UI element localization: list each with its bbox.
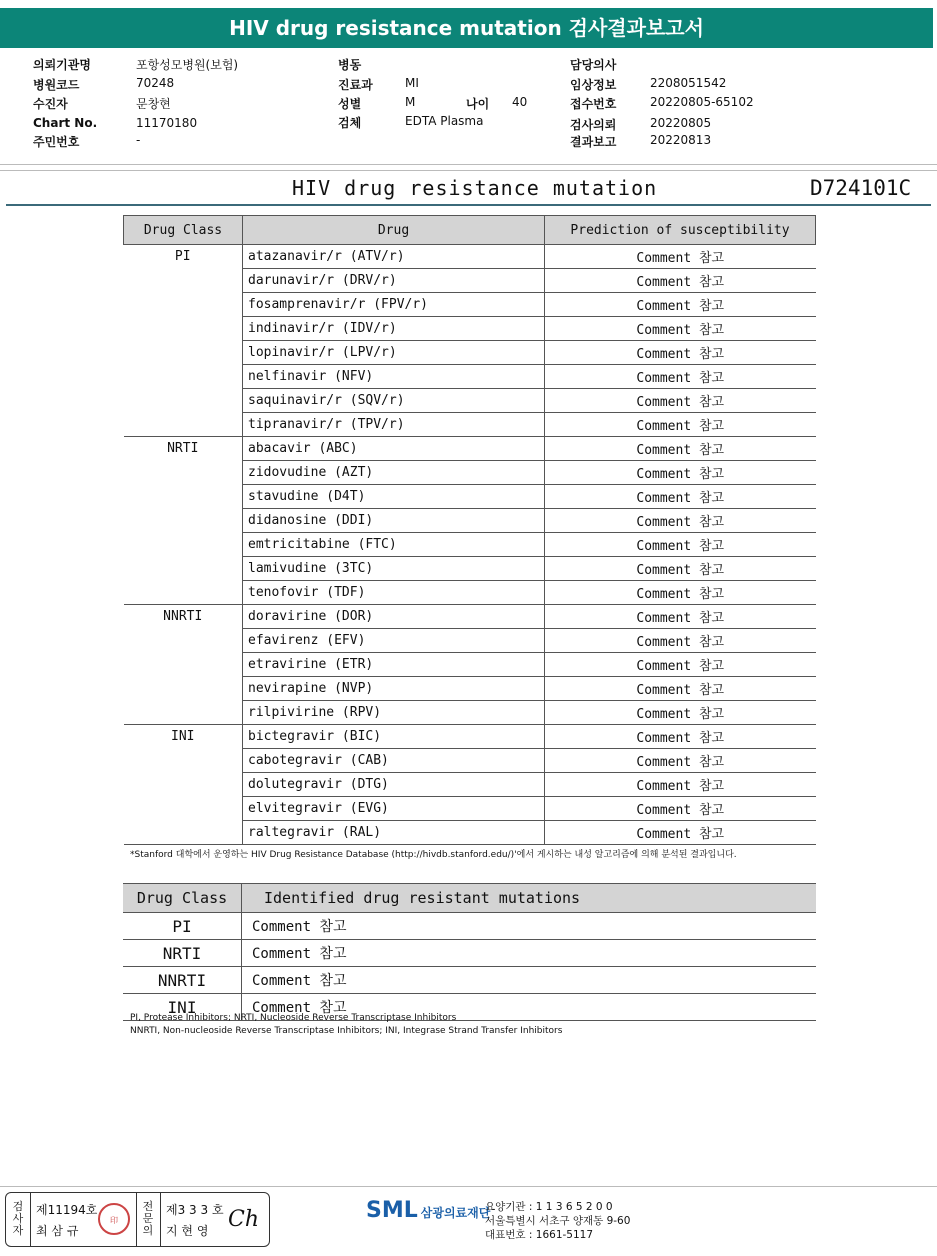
report-title: HIV drug resistance mutation (292, 176, 658, 200)
drug-cell: saquinavir/r (SQV/r) (243, 389, 545, 413)
drug-cell: emtricitabine (FTC) (243, 533, 545, 557)
prediction-cell: Comment 참고 (545, 269, 816, 293)
susceptibility-body (124, 245, 816, 845)
divider (160, 1193, 161, 1246)
requester-label: 의뢰기관명 (33, 58, 91, 72)
phone: 대표번호 : 1661-5117 (485, 1229, 594, 1241)
tester-number: 제11194호 (36, 1203, 98, 1217)
receipt-value: 20220805-65102 (650, 95, 754, 109)
prediction-cell: Comment 참고 (545, 629, 816, 653)
logo-org: 삼광의료재단 (420, 1206, 491, 1220)
prediction-cell: Comment 참고 (545, 245, 816, 269)
drug-class-cell: INI (124, 725, 243, 845)
drug-cell: nevirapine (NVP) (243, 677, 545, 701)
drug-cell: raltegravir (RAL) (243, 821, 545, 845)
prediction-cell: Comment 참고 (545, 389, 816, 413)
table-row (123, 940, 816, 967)
doctor-label: 담당의사 (570, 58, 617, 72)
prediction-cell: Comment 참고 (545, 437, 816, 461)
drug-cell: elvitegravir (EVG) (243, 797, 545, 821)
patient-label: 수진자 (33, 97, 68, 111)
database-note: *Stanford 대학에서 운영하는 HIV Drug Resistance Database (http://hivdb.stanford.edu/)'에서 게시하는 내성 알고리즘에 의해 분석된 결과입니다. (130, 850, 737, 860)
drug-cell: dolutegravir (DTG) (243, 773, 545, 797)
drug-cell: didanosine (DDI) (243, 509, 545, 533)
drug-cell: rilpivirine (RPV) (243, 701, 545, 725)
chart-value: 11170180 (136, 116, 198, 130)
divider (30, 1193, 31, 1246)
susceptibility-table (123, 215, 816, 845)
clinical-value: 2208051542 (650, 76, 727, 90)
test-code: D724101C (810, 176, 912, 200)
specimen-value: EDTA Plasma (405, 114, 484, 128)
table-row (124, 605, 816, 629)
mutation-value: Comment 참고 (242, 940, 817, 967)
drug-cell: darunavir/r (DRV/r) (243, 269, 545, 293)
prediction-cell: Comment 참고 (545, 605, 816, 629)
hospital-code-value: 70248 (136, 76, 175, 90)
receipt-label: 접수번호 (570, 97, 617, 111)
drug-cell: stavudine (D4T) (243, 485, 545, 509)
divider (136, 1193, 137, 1246)
prediction-cell: Comment 참고 (545, 581, 816, 605)
sex-value: M (405, 95, 416, 109)
prediction-cell: Comment 참고 (545, 485, 816, 509)
address: 서울특별시 서초구 양재동 9-60 (485, 1215, 631, 1227)
prediction-cell: Comment 참고 (545, 725, 816, 749)
drug-class-cell: NRTI (124, 437, 243, 605)
col-header-mutations: Identified drug resistant mutations (242, 884, 817, 913)
title-rule (6, 204, 931, 206)
prediction-cell: Comment 참고 (545, 797, 816, 821)
dept-value: MI (405, 76, 419, 90)
prediction-cell: Comment 참고 (545, 821, 816, 845)
tester-label: 검사자 (12, 1200, 24, 1237)
drug-cell: efavirenz (EFV) (243, 629, 545, 653)
drug-cell: tenofovir (TDF) (243, 581, 545, 605)
table-row (124, 437, 816, 461)
prediction-cell: Comment 참고 (545, 413, 816, 437)
mutations-table (123, 883, 816, 1021)
report-banner: HIV drug resistance mutation 검사결과보고서 (0, 8, 933, 48)
signature-box (5, 1192, 270, 1247)
dept-label: 진료과 (338, 78, 373, 92)
clinical-label: 임상정보 (570, 78, 617, 92)
mutation-value: Comment 참고 (242, 994, 817, 1021)
drug-cell: nelfinavir (NFV) (243, 365, 545, 389)
doctor-title-label: 전문의 (142, 1200, 154, 1237)
prediction-cell: Comment 참고 (545, 773, 816, 797)
age-value: 40 (512, 95, 528, 109)
drug-class-cell: NNRTI (124, 605, 243, 725)
doctor-number: 제3 3 3 호 (166, 1203, 224, 1217)
ward-label: 병동 (338, 58, 362, 72)
mutation-value: Comment 참고 (242, 967, 817, 994)
chart-label: Chart No. (33, 116, 98, 130)
drug-cell: bictegravir (BIC) (243, 725, 545, 749)
prediction-cell: Comment 참고 (545, 365, 816, 389)
mutation-class: NRTI (123, 940, 242, 967)
prediction-cell: Comment 참고 (545, 701, 816, 725)
footer-divider (0, 1186, 937, 1187)
id-value: - (136, 133, 141, 147)
institution-code: 요양기관 : 1 1 3 6 5 2 0 0 (485, 1201, 613, 1213)
doctor-name: 지 현 영 (166, 1224, 209, 1238)
sex-label: 성별 (338, 97, 362, 111)
drug-cell: etravirine (ETR) (243, 653, 545, 677)
hospital-code-label: 병원코드 (33, 78, 80, 92)
abbreviation-line: NNRTI, Non-nucleoside Reverse Transcriptase Inhibitors; INI, Integrase Strand Transfer Inhibitors (130, 1026, 563, 1036)
drug-cell: lamivudine (3TC) (243, 557, 545, 581)
drug-cell: atazanavir/r (ATV/r) (243, 245, 545, 269)
table-row (124, 245, 816, 269)
patient-value: 문창현 (136, 97, 171, 111)
report-date-value: 20220813 (650, 133, 712, 147)
drug-cell: tipranavir/r (TPV/r) (243, 413, 545, 437)
age-label: 나이 (466, 97, 490, 111)
prediction-cell: Comment 참고 (545, 317, 816, 341)
drug-cell: fosamprenavir/r (FPV/r) (243, 293, 545, 317)
table-row (123, 913, 816, 940)
col-header-class: Drug Class (124, 216, 243, 245)
col-header-drug: Drug (243, 216, 545, 245)
mutation-class: NNRTI (123, 967, 242, 994)
prediction-cell: Comment 참고 (545, 677, 816, 701)
specimen-label: 검체 (338, 116, 362, 130)
prediction-cell: Comment 참고 (545, 533, 816, 557)
abbreviation-line: PI, Protease Inhibitors; NRTI, Nucleoside Reverse Transcriptase Inhibitors (130, 1013, 457, 1023)
request-label: 검사의뢰 (570, 118, 617, 132)
prediction-cell: Comment 참고 (545, 461, 816, 485)
report-date-label: 결과보고 (570, 135, 617, 149)
sml-logo (366, 1198, 490, 1223)
drug-cell: doravirine (DOR) (243, 605, 545, 629)
patient-info (0, 52, 937, 162)
mutation-class: PI (123, 913, 242, 940)
col-header-prediction: Prediction of susceptibility (545, 216, 816, 245)
mutation-value: Comment 참고 (242, 913, 817, 940)
table-row (124, 725, 816, 749)
requester-value: 포항성모병원(보험) (136, 58, 239, 72)
drug-cell: cabotegravir (CAB) (243, 749, 545, 773)
drug-cell: zidovudine (AZT) (243, 461, 545, 485)
id-label: 주민번호 (33, 135, 80, 149)
contact-info (485, 1200, 630, 1242)
signature-icon: Ch (228, 1207, 260, 1232)
prediction-cell: Comment 참고 (545, 749, 816, 773)
drug-cell: abacavir (ABC) (243, 437, 545, 461)
col-header-class: Drug Class (123, 884, 242, 913)
divider (0, 164, 937, 165)
divider (0, 170, 937, 171)
seal-icon: 印 (98, 1203, 130, 1235)
mutation-class: INI (123, 994, 242, 1021)
prediction-cell: Comment 참고 (545, 557, 816, 581)
drug-cell: lopinavir/r (LPV/r) (243, 341, 545, 365)
tester-name: 최 삼 규 (36, 1224, 79, 1238)
prediction-cell: Comment 참고 (545, 653, 816, 677)
drug-class-cell: PI (124, 245, 243, 437)
drug-cell: indinavir/r (IDV/r) (243, 317, 545, 341)
logo-mark: SML (366, 1198, 418, 1223)
abbreviations (130, 1012, 562, 1038)
request-value: 20220805 (650, 116, 712, 130)
table-row (123, 967, 816, 994)
prediction-cell: Comment 참고 (545, 293, 816, 317)
prediction-cell: Comment 참고 (545, 341, 816, 365)
prediction-cell: Comment 참고 (545, 509, 816, 533)
